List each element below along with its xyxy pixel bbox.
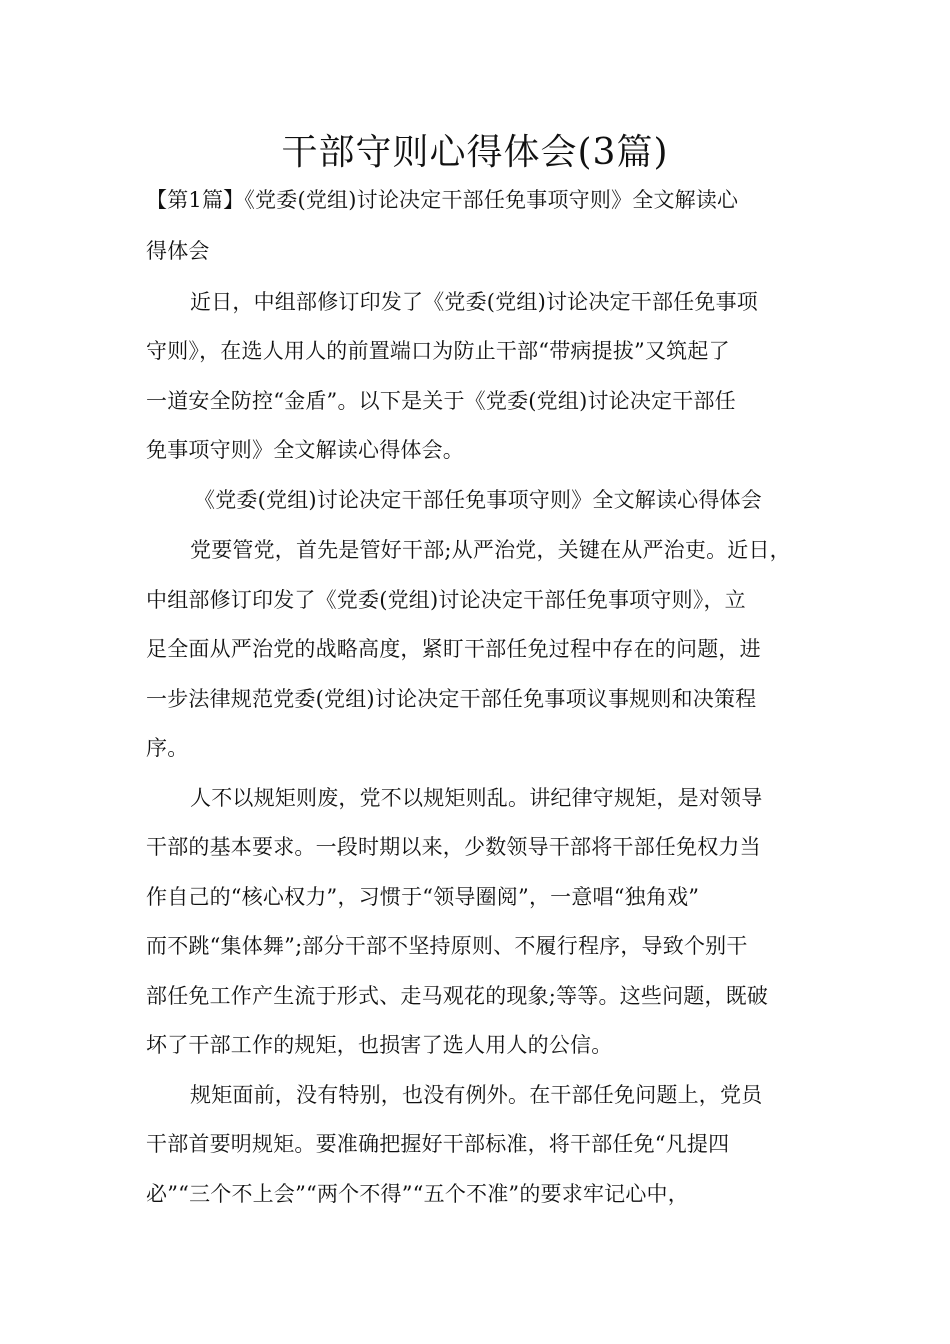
text-line: 党要管党，首先是管好干部;从严治党，关键在从严治吏。近日， (190, 538, 791, 562)
text-line: 规矩面前，没有特别，也没有例外。在干部任免问题上，党员 (190, 1083, 763, 1107)
text-line: 免事项守则》全文解读心得体会。 (146, 438, 464, 462)
text-line: 干部首要明规矩。要准确把握好干部标准，将干部任免“凡提四 (146, 1132, 730, 1156)
text-line: 干部的基本要求。一段时期以来，少数领导干部将干部任免权力当 (146, 835, 761, 859)
text-line: 人不以规矩则废，党不以规矩则乱。讲纪律守规矩，是对领导 (190, 786, 763, 810)
text-line: 中组部修订印发了《党委(党组)讨论决定干部任免事项守则》，立 (146, 588, 746, 612)
text-line: 《党委(党组)讨论决定干部任免事项守则》全文解读心得体会 (194, 488, 762, 512)
document-title: 干部守则心得体会(3篇) (281, 132, 669, 173)
text-line: 【第1篇】《党委(党组)讨论决定干部任免事项守则》全文解读心 (146, 188, 739, 212)
text-line: 一道安全防控“金盾”。以下是关于《党委(党组)讨论决定干部任 (146, 389, 736, 413)
text-line: 得体会 (146, 239, 210, 263)
text-line: 足全面从严治党的战略高度，紧盯干部任免过程中存在的问题，进 (146, 637, 761, 661)
text-line: 近日，中组部修订印发了《党委(党组)讨论决定干部任免事项 (190, 290, 758, 314)
text-line: 必”“三个不上会”“两个不得”“五个不准”的要求牢记心中， (146, 1182, 689, 1206)
text-line: 作自己的“核心权力”，习惯于“领导圈阅”，一意唱“独角戏” (146, 885, 700, 909)
text-line: 部任免工作产生流于形式、走马观花的现象;等等。这些问题，既破 (146, 984, 769, 1008)
text-line: 坏了干部工作的规矩，也损害了选人用人的公信。 (146, 1033, 613, 1057)
text-line: 而不跳“集体舞”;部分干部不坚持原则、不履行程序，导致个别干 (146, 934, 748, 958)
text-line: 守则》，在选人用人的前置端口为防止干部“带病提拔”又筑起了 (146, 339, 730, 363)
text-line: 序。 (146, 736, 189, 760)
text-line: 一步法律规范党委(党组)讨论决定干部任免事项议事规则和决策程 (146, 687, 757, 711)
